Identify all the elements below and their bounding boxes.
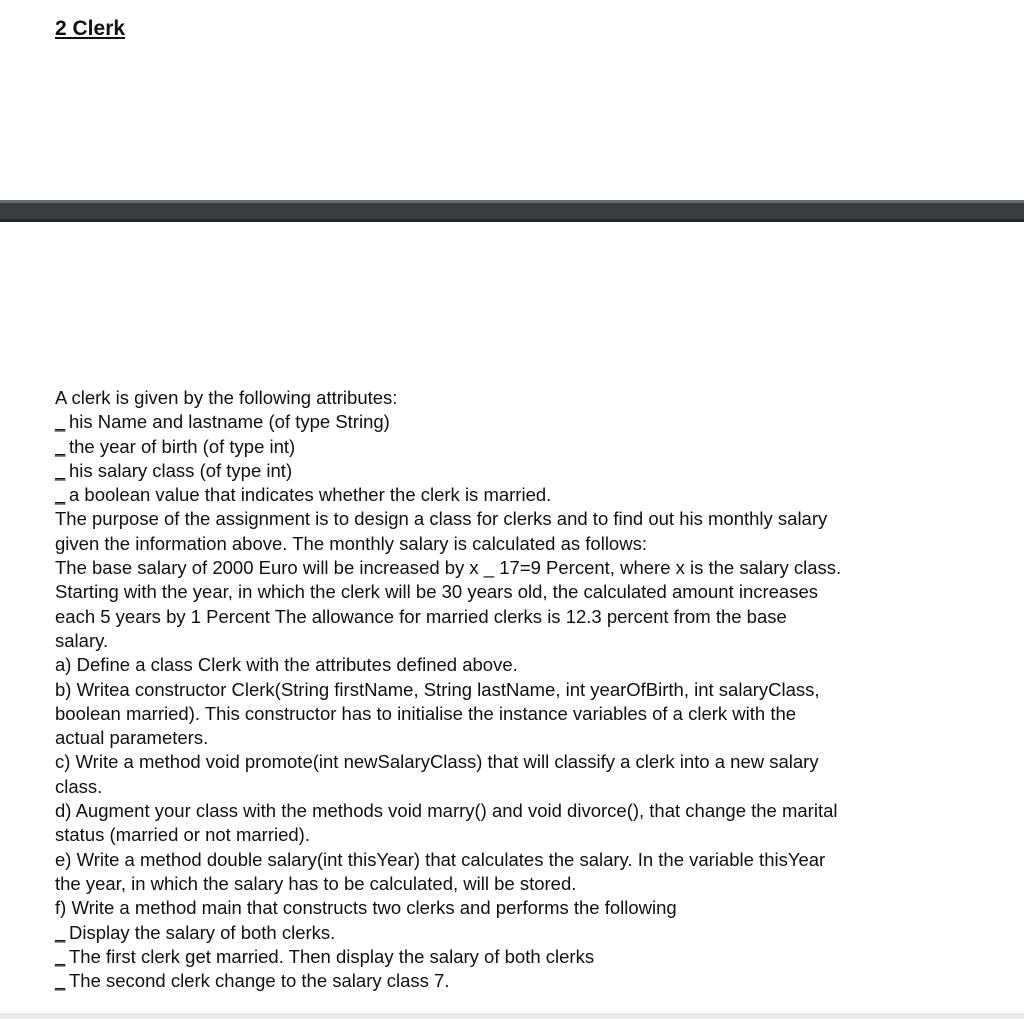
purpose-line: given the information above. The monthly salary is calculated as follows: [55, 532, 647, 554]
attribute-text: the year of birth (of type int) [69, 435, 296, 457]
purpose-line: The base salary of 2000 Euro will be increased by x _ 17=9 Percent, where x is the salary class. [55, 557, 842, 579]
task-line: the year, in which the salary has to be calculated, will be stored. [55, 872, 577, 894]
task-line: b) Writea constructor Clerk(String firstName, String lastName, int yearOfBirth, int salaryClass, [55, 678, 820, 700]
intro-line: A clerk is given by the following attributes: [55, 387, 398, 408]
attribute-item [55, 459, 975, 483]
bullet-marker: _ [55, 484, 66, 506]
task-line: class. [55, 775, 103, 797]
assignment-text [55, 386, 975, 993]
attribute-text: his salary class (of type int) [69, 459, 293, 481]
main-step-item [55, 945, 975, 969]
separator-shadow [0, 219, 1024, 222]
main-step-item [55, 969, 975, 993]
bullet-marker: _ [55, 970, 66, 992]
attribute-item [55, 410, 975, 434]
bullet-marker: _ [55, 945, 66, 967]
attribute-item [55, 483, 975, 507]
bullet-marker: _ [55, 435, 66, 457]
bullet-marker: _ [55, 411, 66, 433]
task-line: boolean married). This constructor has to initialise the instance variables of a clerk with the [55, 702, 797, 724]
task-line: d) Augment your class with the methods void marry() and void divorce(), that change the marital [55, 800, 838, 822]
task-line: actual parameters. [55, 727, 209, 749]
purpose-line: Starting with the year, in which the clerk will be 30 years old, the calculated amount increases [55, 581, 819, 603]
section-separator [0, 200, 1024, 222]
task-line: f) Write a method main that constructs two clerks and performs the following [55, 897, 677, 919]
page-bottom-edge [0, 1013, 1024, 1019]
main-step-item [55, 921, 975, 945]
task-line: e) Write a method double salary(int thisYear) that calculates the salary. In the variable thisYear [55, 848, 826, 870]
separator-highlight [0, 200, 1024, 203]
task-line: status (married or not married). [55, 824, 310, 846]
purpose-line: The purpose of the assignment is to design a class for clerks and to find out his monthly salary [55, 508, 828, 530]
section-title: 2 Clerk [55, 17, 126, 40]
attribute-text: his Name and lastname (of type String) [69, 411, 390, 433]
attribute-item [55, 435, 975, 459]
task-line: a) Define a class Clerk with the attributes defined above. [55, 654, 518, 676]
purpose-line: each 5 years by 1 Percent The allowance for married clerks is 12.3 percent from the base [55, 605, 787, 627]
bullet-marker: _ [55, 921, 66, 943]
purpose-line: salary. [55, 629, 109, 651]
main-step-text: Display the salary of both clerks. [69, 921, 336, 943]
main-step-text: The first clerk get married. Then display the salary of both clerks [69, 945, 595, 967]
task-line: c) Write a method void promote(int newSalaryClass) that will classify a clerk into a new salary [55, 751, 819, 773]
bullet-marker: _ [55, 459, 66, 481]
main-step-text: The second clerk change to the salary class 7. [69, 970, 450, 992]
attribute-text: a boolean value that indicates whether the clerk is married. [69, 484, 552, 506]
